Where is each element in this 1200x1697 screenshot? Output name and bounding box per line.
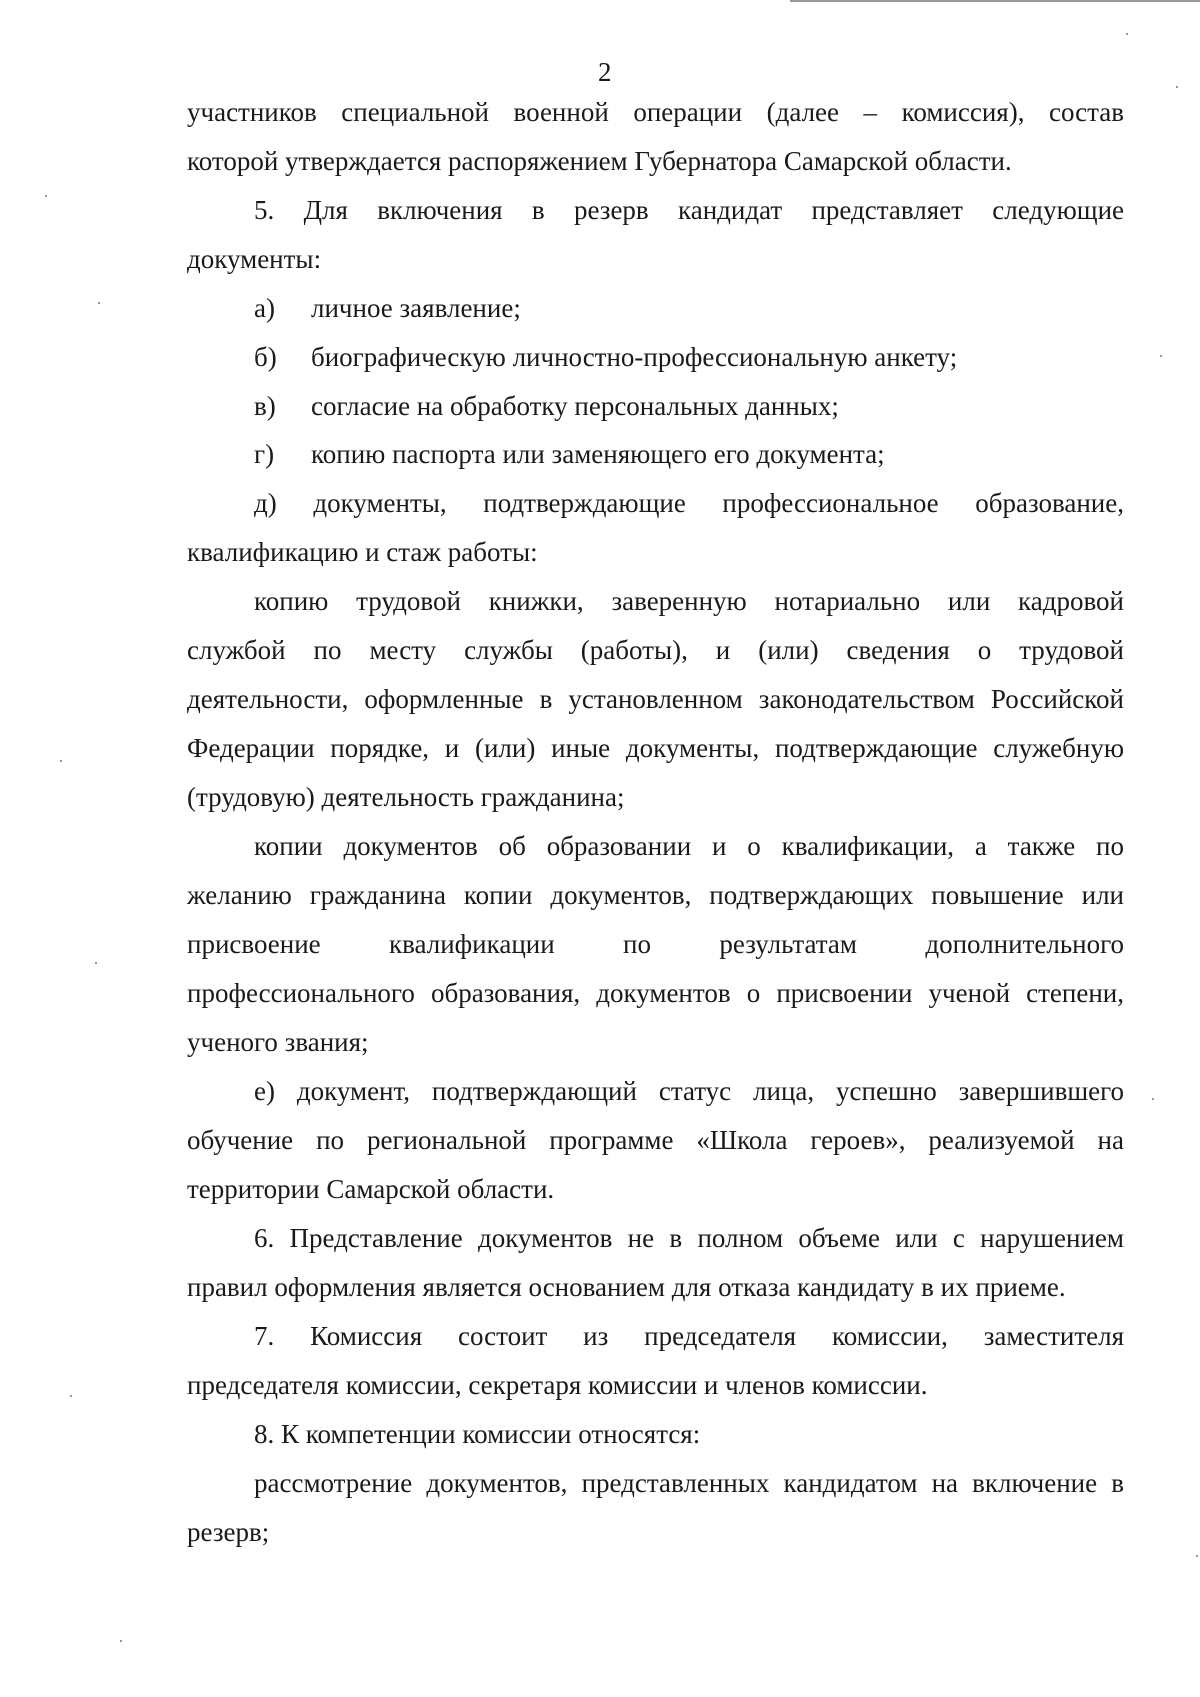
paragraph-line: документы: [187,244,322,274]
list-item-text: согласие на обработку персональных данных; [311,391,839,421]
paragraph-line: д) документы, подтверждающие профессиональное образование, [254,488,1124,518]
scan-speck [1196,1555,1198,1557]
paragraph-line: деятельности, оформленные в установленном законодательством Российской [187,684,1124,714]
paragraph-line: обучение по региональной программе «Школа героев», реализуемой на [187,1125,1124,1155]
paragraph-line: (трудовую) деятельность гражданина; [187,782,625,812]
paragraph-line: профессионального образования, документов о присвоении ученой степени, [187,978,1124,1008]
paragraph-line: резерв; [187,1517,270,1547]
paragraph-line: желанию гражданина копии документов, подтверждающих повышение или [187,880,1124,910]
paragraph-line: службой по месту службы (работы), и (или) сведения о трудовой [187,635,1124,665]
paragraph-line: 8. К компетенции комиссии относятся: [254,1419,701,1449]
scan-speck [45,195,47,197]
paragraph-line: е) документ, подтверждающий статус лица, успешно завершившего [254,1076,1124,1106]
list-item-marker: а) [254,293,275,323]
list-item-marker: г) [254,439,275,469]
paragraph-line: рассмотрение документов, представленных кандидатом на включение в [254,1468,1124,1498]
scan-speck [1152,1098,1154,1100]
paragraph-line: 5. Для включения в резерв кандидат представляет следующие [254,195,1124,225]
paragraph-line: Федерации порядке, и (или) иные документы, подтверждающие служебную [187,733,1124,763]
paragraph-line: участников специальной военной операции (далее – комиссия), состав [187,97,1124,127]
list-item-text: копию паспорта или заменяющего его документа; [311,439,885,469]
paragraph-line: копию трудовой книжки, заверенную нотариально или кадровой [254,586,1124,616]
paragraph-line: квалификацию и стаж работы: [187,537,538,567]
scan-speck [1160,355,1162,357]
scan-speck [60,760,62,762]
paragraph-line: председателя комиссии, секретаря комиссии и членов комиссии. [187,1370,928,1400]
list-item-marker: в) [254,391,276,421]
page-number: 2 [598,57,612,87]
list-item-marker: б) [254,342,277,372]
paragraph-line: присвоение квалификации по результатам дополнительного [187,929,1124,959]
scan-speck [95,962,97,964]
paragraph-line: которой утверждается распоряжением Губернатора Самарской области. [187,146,1012,176]
scan-edge-line [790,0,1200,2]
scan-speck [1176,86,1178,88]
paragraph-line: 6. Представление документов не в полном объеме или с нарушением [254,1223,1124,1253]
paragraph-line: ученого звания; [187,1027,369,1057]
list-item-text: биографическую личностно-профессиональную анкету; [311,342,958,372]
scan-speck [120,1640,122,1642]
paragraph-line: правил оформления является основанием для отказа кандидату в их приеме. [187,1272,1066,1302]
paragraph-line: копии документов об образовании и о квалификации, а также по [254,831,1124,861]
scan-speck [1126,33,1128,35]
list-item-text: личное заявление; [311,293,521,323]
paragraph-line: 7. Комиссия состоит из председателя комиссии, заместителя [254,1321,1124,1351]
paragraph-line: территории Самарской области. [187,1174,555,1204]
scan-speck [70,1395,72,1397]
scan-speck [98,302,100,304]
